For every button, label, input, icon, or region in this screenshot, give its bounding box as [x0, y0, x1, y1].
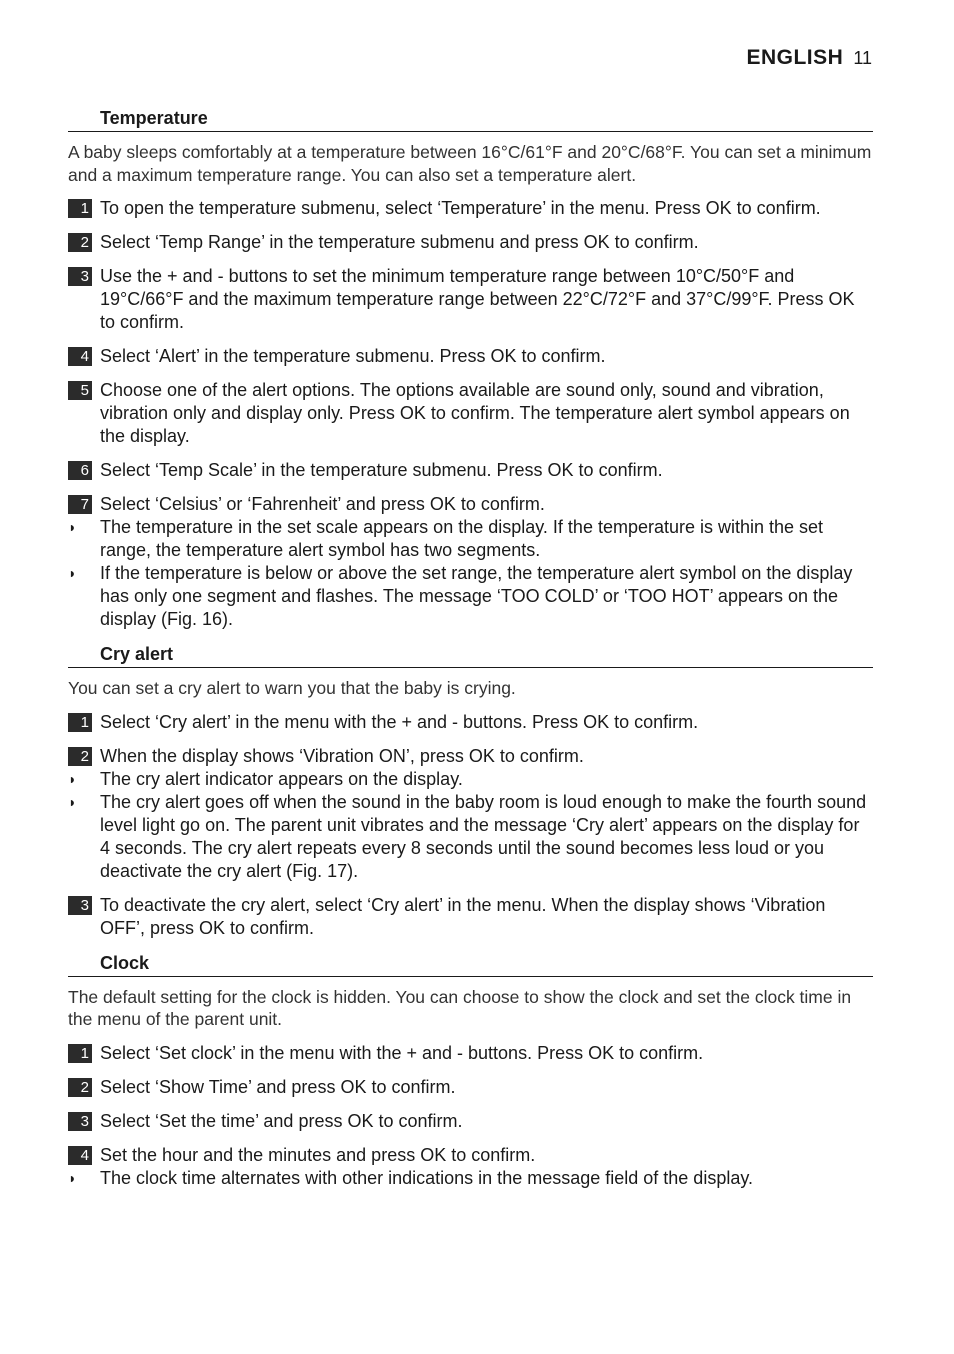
step-text: Select ‘Set the time’ and press OK to confirm.	[100, 1110, 463, 1131]
step-number: 1	[68, 1044, 92, 1063]
step-text: Select ‘Alert’ in the temperature submenu. Press OK to confirm.	[100, 346, 606, 366]
step-number: 1	[68, 713, 92, 732]
result-bullet	[68, 562, 873, 631]
step-item	[68, 1110, 873, 1133]
step-number: 5	[68, 381, 92, 400]
step-number: 4	[68, 1146, 92, 1165]
step-item	[68, 231, 873, 254]
step-text: Use the + and - buttons to set the minimum temperature range between 10°C/50°F and 19°C/66°F and the maximum temperature range between 22°C/72°F and 37°C/99°F. Press OK to confirm.	[100, 266, 855, 332]
step-text: To open the temperature submenu, select ‘Temperature’ in the menu. Press OK to confirm.	[100, 198, 821, 218]
step-text: Select ‘Cry alert’ in the menu with the + and - buttons. Press OK to confirm.	[100, 711, 699, 732]
bullet-text: If the temperature is below or above the set range, the temperature alert symbol on the display has only one segment and flashes. The message ‘TOO COLD’ or ‘TOO HOT’ appears on the display (Fig. 16).	[100, 563, 853, 629]
section-intro: You can set a cry alert to warn you that the baby is crying.	[68, 678, 516, 698]
step-item	[68, 1144, 873, 1167]
step-number: 2	[68, 233, 92, 252]
section-cry-alert	[68, 642, 873, 940]
result-bullet	[68, 791, 873, 883]
result-bullet	[68, 768, 873, 791]
step-text: Set the hour and the minutes and press OK to confirm.	[100, 1144, 536, 1165]
page-header	[746, 46, 872, 70]
bullet-text: The cry alert indicator appears on the display.	[100, 768, 463, 789]
step-number: 2	[68, 1078, 92, 1097]
step-number: 2	[68, 747, 92, 766]
triangle-bullet-icon: ◗	[68, 519, 77, 535]
section-heading: Temperature	[68, 106, 873, 132]
step-item	[68, 1042, 873, 1065]
step-text: Select ‘Show Time’ and press OK to confirm.	[100, 1076, 456, 1097]
triangle-bullet-icon: ◗	[68, 770, 77, 787]
language-label: ENGLISH	[746, 46, 844, 69]
bullet-text: The temperature in the set scale appears on the display. If the temperature is within the set range, the temperature alert symbol has two segments.	[100, 517, 824, 560]
step-text: When the display shows ‘Vibration ON’, press OK to confirm.	[100, 745, 584, 766]
step-item	[68, 265, 873, 334]
section-intro: The default setting for the clock is hidden. You can choose to show the clock and set the clock time in the menu of the parent unit.	[68, 986, 852, 1029]
section-heading: Cry alert	[68, 642, 873, 668]
step-item	[68, 379, 873, 448]
page-number: 11	[853, 48, 872, 68]
step-item	[68, 1076, 873, 1099]
step-number: 6	[68, 461, 92, 480]
step-text: To deactivate the cry alert, select ‘Cry alert’ in the menu. When the display shows ‘Vibration OFF’, press OK to confirm.	[100, 894, 826, 938]
step-text: Select ‘Celsius’ or ‘Fahrenheit’ and press OK to confirm.	[100, 494, 545, 514]
step-number: 3	[68, 1112, 92, 1131]
step-number: 7	[68, 495, 92, 514]
step-item	[68, 711, 873, 734]
step-item	[68, 894, 873, 940]
page-content	[68, 106, 873, 1201]
section-heading: Clock	[68, 951, 873, 977]
triangle-bullet-icon: ◗	[68, 1169, 77, 1186]
step-number: 4	[68, 347, 92, 366]
section-clock	[68, 951, 873, 1190]
step-text: Select ‘Temp Range’ in the temperature submenu and press OK to confirm.	[100, 232, 699, 252]
step-item	[68, 493, 873, 516]
step-number: 3	[68, 267, 92, 286]
step-text: Select ‘Set clock’ in the menu with the + and - buttons. Press OK to confirm.	[100, 1042, 704, 1063]
step-item	[68, 459, 873, 482]
step-text: Select ‘Temp Scale’ in the temperature submenu. Press OK to confirm.	[100, 460, 663, 480]
step-text: Choose one of the alert options. The options available are sound only, sound and vibration, vibration only and display only. Press OK to confirm. The temperature alert symbol appears on the display.	[100, 380, 850, 446]
step-item	[68, 745, 873, 768]
section-intro: A baby sleeps comfortably at a temperature between 16°C/61°F and 20°C/68°F. You can set a minimum and a maximum temperature range. You can also set a temperature alert.	[68, 142, 872, 185]
triangle-bullet-icon: ◗	[68, 565, 77, 581]
step-number: 1	[68, 199, 92, 218]
result-bullet	[68, 1167, 873, 1190]
bullet-text: The cry alert goes off when the sound in the baby room is loud enough to make the fourth sound level light go on. The parent unit vibrates and the message ‘Cry alert’ appears on the display for 4 seconds. The cry alert repeats every 8 seconds until the sound becomes less loud or you deactivate the cry alert (Fig. 17).	[100, 791, 867, 881]
bullet-text: The clock time alternates with other indications in the message field of the display.	[100, 1167, 754, 1188]
step-item	[68, 197, 873, 220]
triangle-bullet-icon: ◗	[68, 793, 77, 810]
section-temperature	[68, 106, 873, 631]
step-item	[68, 345, 873, 368]
result-bullet	[68, 516, 873, 562]
step-number: 3	[68, 896, 92, 915]
